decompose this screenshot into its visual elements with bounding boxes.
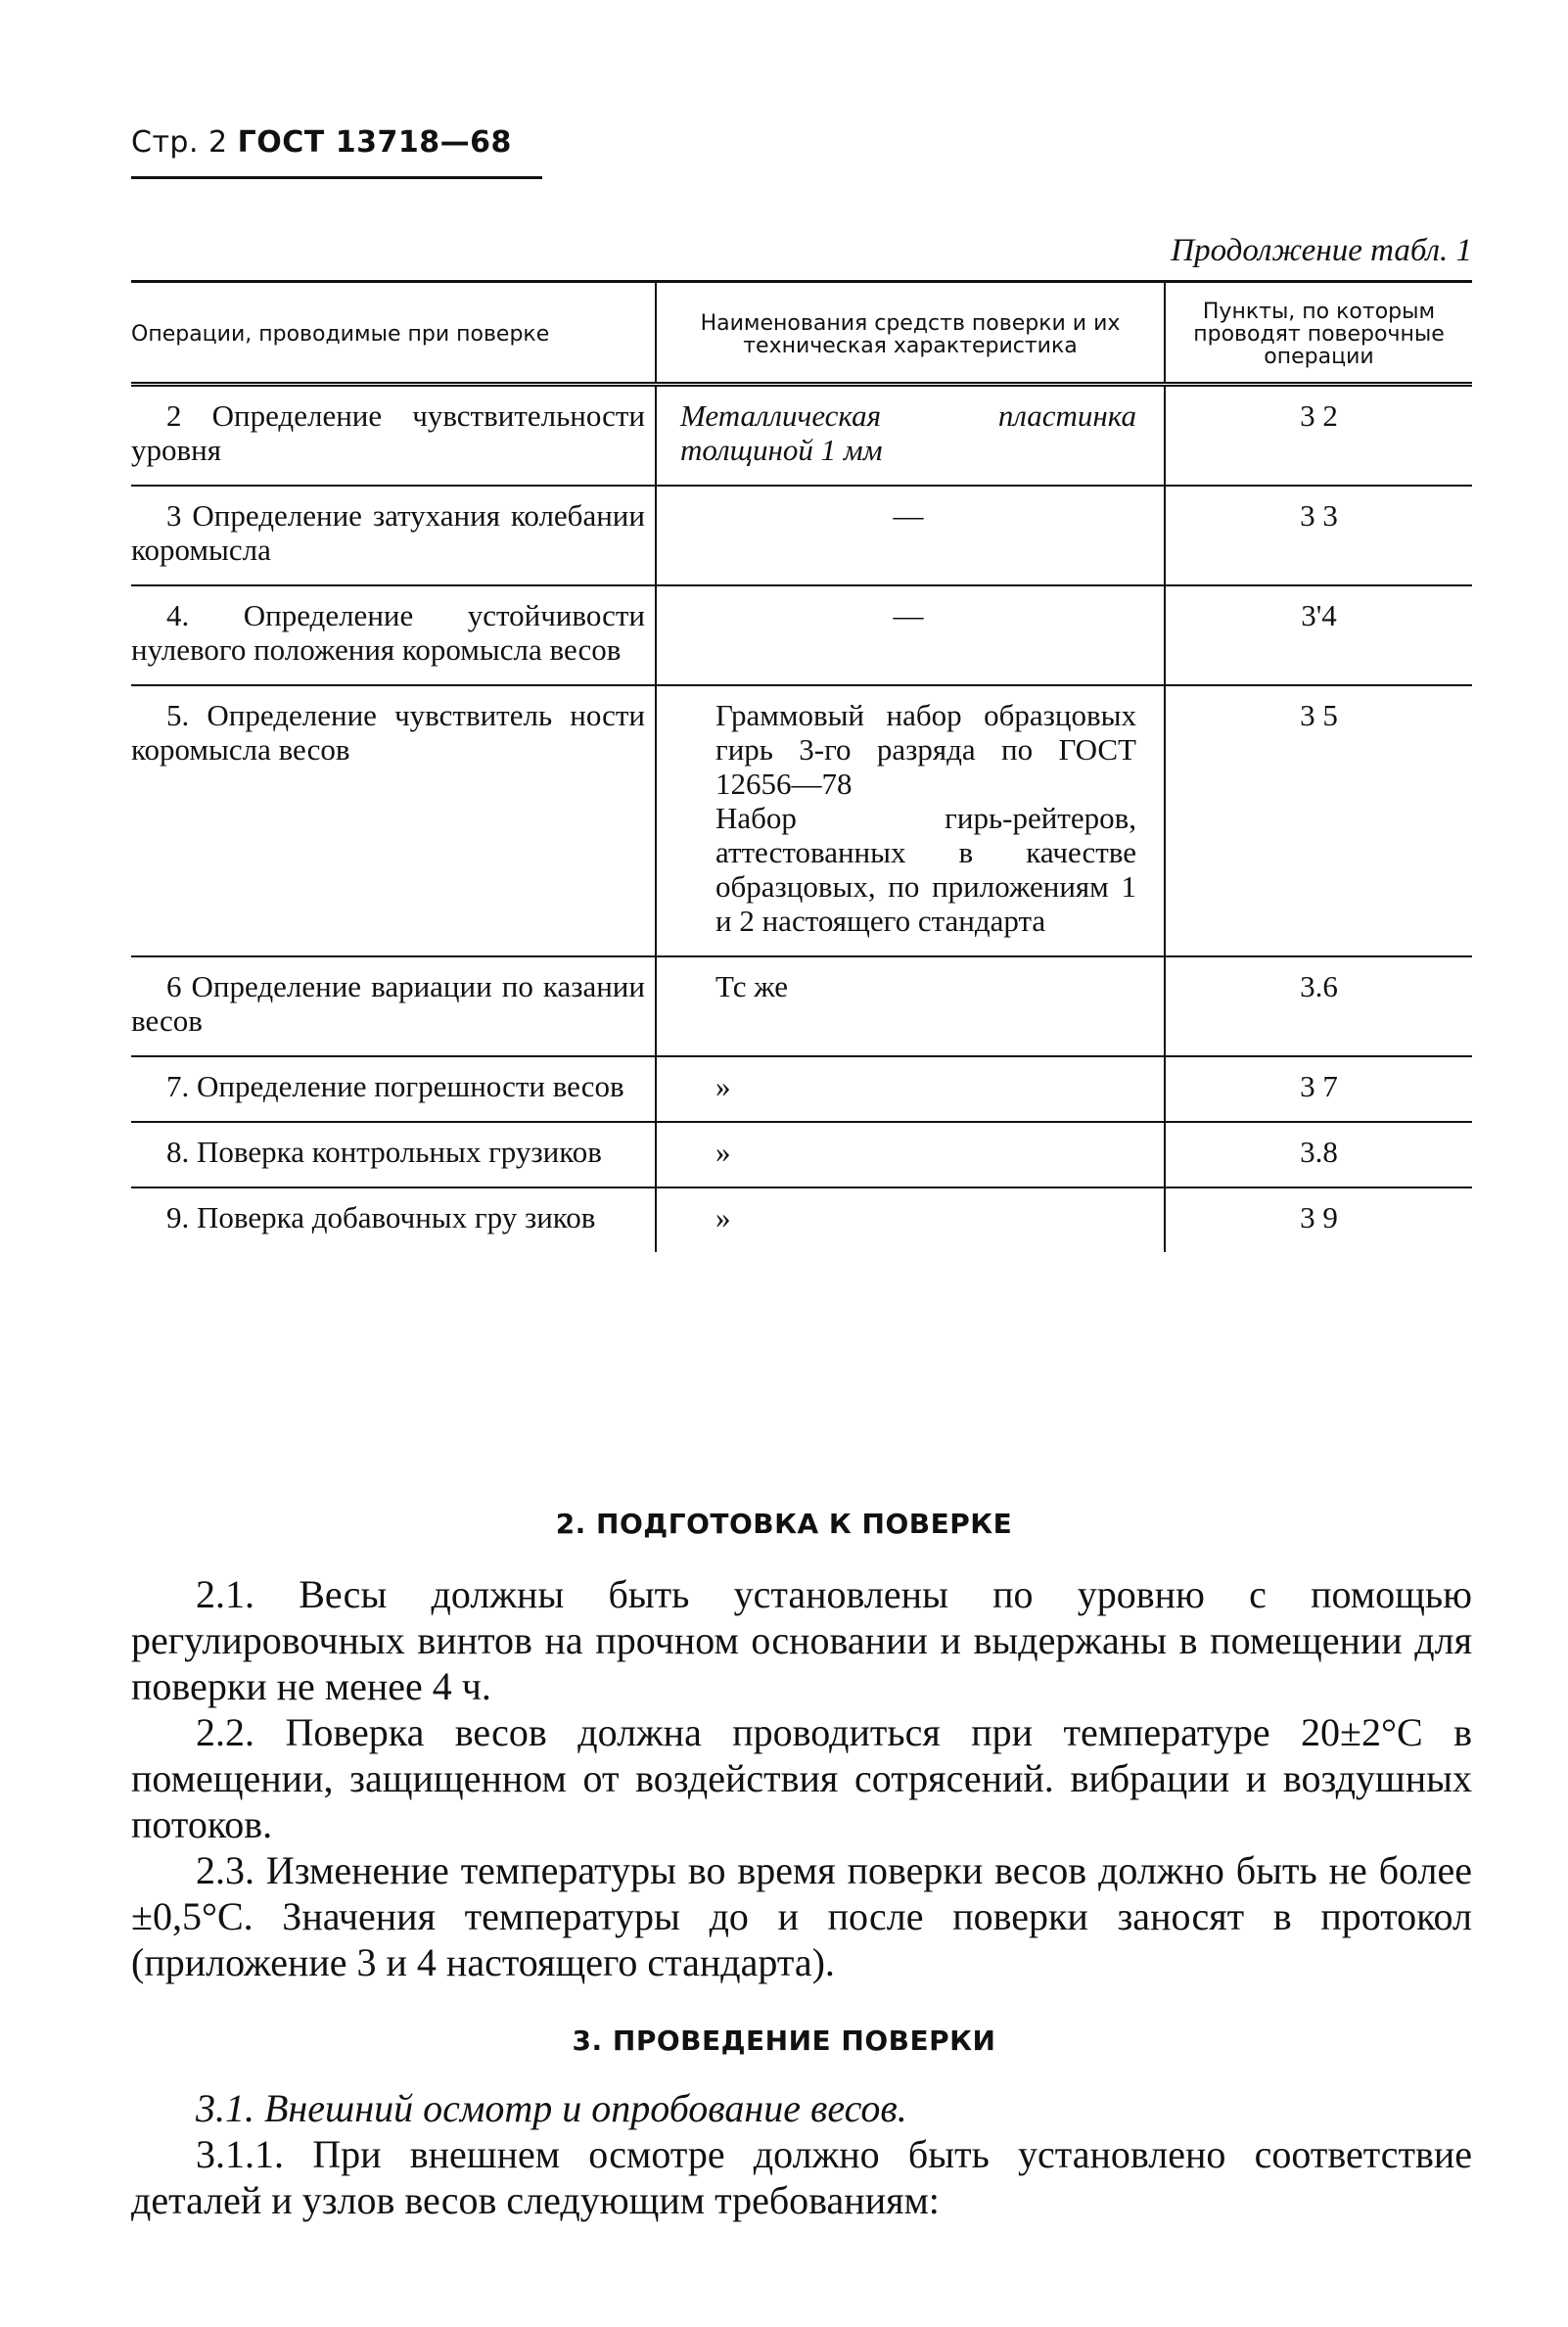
verification-table-container: [131, 280, 1472, 1252]
table-header-row: [131, 282, 1472, 385]
table-row: [131, 385, 1472, 487]
means-cell: [656, 956, 1165, 1056]
means-cell: [656, 1187, 1165, 1252]
section-3-heading: 3. ПРОВЕДЕНИЕ ПОВЕРКИ: [572, 2024, 996, 2057]
means-text: »: [715, 1200, 731, 1234]
standard-number: ГОСТ 13718—68: [237, 125, 512, 160]
item-cell: 3 7: [1165, 1056, 1472, 1122]
operation-cell: [131, 585, 656, 685]
header-rule: [131, 176, 542, 179]
column-header-items: Пункты, по которым проводят поверочные операции: [1165, 282, 1472, 385]
section-2-body: [131, 1571, 1472, 1985]
means-cell: [656, 1056, 1165, 1122]
table-row: [131, 956, 1472, 1056]
operation-cell: [131, 486, 656, 585]
section-2-heading: 2. ПОДГОТОВКА К ПОВЕРКЕ: [555, 1508, 1013, 1540]
operation-text: 2 Определение чувствительности уровня: [131, 398, 645, 467]
operation-text: 6 Определение вариации по казании весов: [131, 969, 645, 1038]
means-cell: [656, 685, 1165, 956]
means-cell: [656, 1122, 1165, 1187]
item-cell: 3 9: [1165, 1187, 1472, 1252]
operation-cell: [131, 685, 656, 956]
table-row: [131, 1122, 1472, 1187]
paragraph-2-3: 2.3. Изменение температуры во время поверки весов должно быть не более ±0,5°С. Значения температуры до и после поверки заносят в протокол (приложение 3 и 4 настоящего стандарта).: [131, 1848, 1472, 1984]
verification-operations-table: [131, 280, 1472, 1252]
operation-text: 4. Определение устойчивости нулевого положения коромысла весов: [131, 598, 645, 667]
item-cell: 3.6: [1165, 956, 1472, 1056]
means-text: —: [893, 598, 924, 632]
column-header-operations: Операции, проводимые при поверке: [131, 282, 656, 385]
paragraph-2-2: 2.2. Поверка весов должна проводиться при температуре 20±2°С в помещении, защищенном от воздействия сотрясений. вибрации и воздушных потоков.: [131, 1710, 1472, 1846]
table-row: [131, 1056, 1472, 1122]
means-text: —: [893, 498, 924, 533]
means-cell: [656, 486, 1165, 585]
table-row: [131, 685, 1472, 956]
operation-text: 8. Поверка контрольных грузиков: [166, 1135, 602, 1169]
operation-cell: [131, 956, 656, 1056]
paragraph-3-1-1: 3.1.1. При внешнем осмотре должно быть установлено соответствие деталей и узлов весов следующим требованиям:: [131, 2132, 1472, 2222]
item-cell: 3 2: [1165, 385, 1472, 487]
item-cell: 3 3: [1165, 486, 1472, 585]
column-header-means: Наименования средств поверки и их техническая характеристика: [656, 282, 1165, 385]
subsection-3-1-heading: 3.1. Внешний осмотр и опробование весов.: [196, 2086, 907, 2130]
table-row: [131, 486, 1472, 585]
means-text: »: [715, 1069, 731, 1103]
operation-text: 7. Определение погрешности весов: [166, 1069, 624, 1103]
operation-text: 3 Определение затухания колебании коромысла: [131, 498, 645, 567]
page-number: Стр. 2: [131, 125, 228, 160]
section-3-body: [131, 2085, 1472, 2223]
means-text: »: [715, 1135, 731, 1169]
table-row: [131, 1187, 1472, 1252]
means-text: Граммовый набор образцовых гирь 3-го разряда по ГОСТ 12656—78: [715, 698, 1136, 801]
operation-text: 5. Определение чувствитель ности коромысла весов: [131, 698, 645, 767]
table-row: [131, 585, 1472, 685]
operation-cell: [131, 385, 656, 487]
operation-cell: [131, 1122, 656, 1187]
page-header: [131, 125, 512, 160]
operation-cell: [131, 1056, 656, 1122]
means-text: Металлическая пластинка толщиной 1 мм: [680, 398, 1136, 467]
means-cell: [656, 585, 1165, 685]
paragraph-2-1: 2.1. Весы должны быть установлены по уровню с помощью регулировочных винтов на прочном основании и выдержаны в помещении для поверки не менее 4 ч.: [131, 1572, 1472, 1708]
means-cell: [656, 385, 1165, 487]
operation-cell: [131, 1187, 656, 1252]
item-cell: 3.8: [1165, 1122, 1472, 1187]
means-text: Тс же: [715, 969, 789, 1003]
means-text: Набор гирь-рейтеров, аттестованных в качестве образцовых, по приложениям 1 и 2 настоящего стандарта: [715, 801, 1136, 938]
table-continuation-label: Продолжение табл. 1: [1171, 233, 1472, 268]
item-cell: 3'4: [1165, 585, 1472, 685]
operation-text: 9. Поверка добавочных гру зиков: [166, 1200, 596, 1234]
item-cell: 3 5: [1165, 685, 1472, 956]
